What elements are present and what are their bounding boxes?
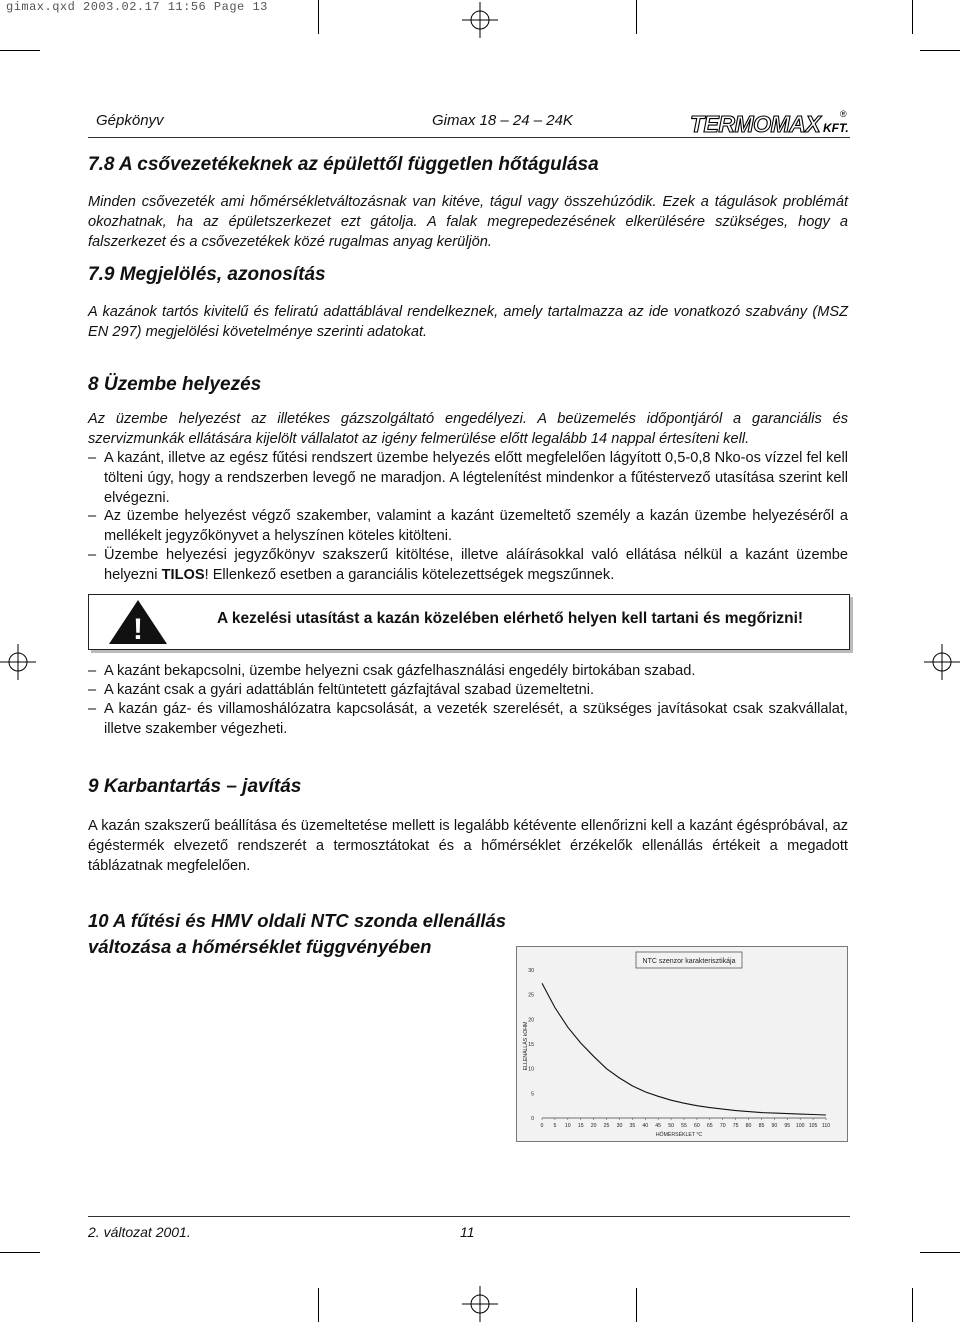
tilos-emphasis: TILOS bbox=[161, 566, 205, 583]
footer-version: 2. változat 2001. bbox=[88, 1224, 191, 1240]
chart-y-tick-label: 15 bbox=[528, 1042, 534, 1048]
section-7-8-title: 7.8 A csővezetékeknek az épülettől független hőtágulása bbox=[88, 154, 599, 175]
crop-mark bbox=[636, 1288, 637, 1322]
list-item-text: A kazánt bekapcsolni, üzembe helyezni csak gázfelhasználási engedély birtokában szabad. bbox=[104, 663, 696, 679]
chart-x-tick-label: 105 bbox=[808, 1123, 818, 1129]
chart-x-tick-label: 70 bbox=[719, 1123, 726, 1129]
chart-x-tick-label: 110 bbox=[821, 1123, 831, 1129]
list-item-text: A kazán gáz- és villamoshálózatra kapcsolását, a vezeték szerelését, a szükséges javításokat csak szakvállalat, illetve szakember végezheti. bbox=[104, 701, 848, 737]
list-item-text: A kazánt, illetve az egész fűtési rendszert üzembe helyezés előtt megfelelően lágyított 0,5-0,8 Nko-os vízzel fel kell tölteni úgy, hogy a rendszerben levegő ne maradjon. A légtelenítést mindenkor a fűtéstervező utasítása szerint kell elvégezni. bbox=[104, 450, 848, 506]
ntc-chart bbox=[516, 946, 848, 1142]
list-item bbox=[88, 662, 848, 682]
list-item bbox=[88, 681, 848, 701]
list-item-text bbox=[104, 546, 848, 586]
chart-y-tick-label: 0 bbox=[531, 1116, 534, 1122]
ntc-chart-svg bbox=[516, 946, 848, 1142]
crop-mark bbox=[912, 0, 913, 34]
warning-box bbox=[88, 594, 850, 650]
chart-x-tick-label: 15 bbox=[577, 1123, 584, 1129]
chart-x-tick-label: 95 bbox=[784, 1123, 791, 1129]
header-rule bbox=[88, 137, 850, 138]
chart-x-tick-label: 35 bbox=[629, 1123, 636, 1129]
list-item-text-part: ! Ellenkező esetben a garanciális kötelezettségek megszűnnek. bbox=[204, 566, 615, 583]
chart-x-tick-label: 55 bbox=[681, 1123, 687, 1129]
section-7-9-title: 7.9 Megjelölés, azonosítás bbox=[88, 264, 326, 285]
section-8-title: 8 Üzembe helyezés bbox=[88, 374, 262, 395]
warning-symbol: ! bbox=[133, 613, 143, 646]
section-7-8-body: Minden csővezeték ami hőmérsékletváltozásnak van kitéve, tágul vagy összehúzódik. Ezek a tágulások problémát okozhatnak, ha az épületszerkezet ezt gátolja. A falak megrepedezésének elkerülésére szükséges, hogy a falszerkezet és a csővezetékek közé rugalmas anyag kerüljön. bbox=[88, 194, 848, 250]
crop-mark bbox=[0, 50, 40, 51]
chart-x-tick-label: 45 bbox=[655, 1123, 662, 1129]
crop-mark bbox=[920, 50, 960, 51]
chart-x-tick-label: 65 bbox=[706, 1123, 713, 1129]
chart-x-tick-label: 85 bbox=[758, 1123, 765, 1129]
list-dash: – bbox=[88, 450, 97, 466]
section-8-intro: Az üzembe helyezést az illetékes gázszolgáltató engedélyezi. A beüzemelés időpontjáról a garanciális és szervizmunkák ellátására kijelölt vállalatot az igény felmerülése előtt legalább 14 nappal értesíteni kell. bbox=[88, 411, 848, 447]
registration-mark-icon bbox=[462, 1286, 498, 1322]
crop-mark bbox=[912, 1288, 913, 1322]
print-slug: gimax.qxd 2003.02.17 11:56 Page 13 bbox=[6, 0, 268, 14]
chart-frame bbox=[517, 947, 848, 1142]
section-9-title: 9 Karbantartás – javítás bbox=[88, 776, 302, 797]
list-item-text: Az üzembe helyezést végző szakember, valamint a kazánt üzemeltető személy a kazán üzembe helyezéséről a mellékelt jegyzőkönyvet a helyszínen köteles kitölteni. bbox=[104, 508, 848, 544]
chart-x-tick-label: 90 bbox=[771, 1123, 778, 1129]
list-dash: – bbox=[88, 682, 97, 698]
chart-x-tick-label: 0 bbox=[540, 1123, 544, 1129]
chart-x-tick-label: 60 bbox=[694, 1123, 700, 1129]
section-9-body: A kazán szakszerű beállítása és üzemeltetése mellett is legalább kétévente ellenőrizni kell a kazánt égéspróbával, az égéstermék elvezető rendszerét a termosztátokat és a hőmérséklet érzékelők ellenállás értékeit a megadott táblázatnak megfelelően. bbox=[88, 818, 848, 874]
list-item-text: A kazánt csak a gyári adattáblán feltüntetett gázfajtával szabad üzemeltetni. bbox=[104, 682, 595, 698]
list-dash: – bbox=[88, 508, 97, 524]
chart-x-tick-label: 80 bbox=[745, 1123, 752, 1129]
chart-x-tick-label: 20 bbox=[590, 1123, 597, 1129]
header-model-label: Gimax 18 – 24 – 24K bbox=[432, 112, 573, 129]
chart-x-tick-label: 10 bbox=[564, 1123, 571, 1129]
chart-y-tick-label: 25 bbox=[528, 992, 534, 999]
registration-mark-icon bbox=[0, 644, 36, 680]
chart-title: NTC szenzor karakterisztikája bbox=[642, 958, 736, 965]
crop-mark bbox=[920, 1252, 960, 1253]
list-item bbox=[88, 449, 848, 508]
list-dash: – bbox=[88, 547, 97, 563]
list-item bbox=[88, 507, 848, 547]
page-header bbox=[88, 108, 850, 140]
list-dash: – bbox=[88, 701, 97, 717]
list-dash: – bbox=[88, 663, 97, 679]
chart-x-tick-label: 5 bbox=[553, 1123, 557, 1129]
chart-y-tick-label: 10 bbox=[528, 1066, 534, 1073]
section-7-9-body: A kazánok tartós kivitelű és feliratú adattáblával rendelkeznek, amely tartalmazza az ide vonatkozó szabvány (MSZ EN 297) megjelölési követelménye szerinti adatokat. bbox=[88, 304, 848, 340]
chart-x-tick-label: 40 bbox=[642, 1123, 649, 1129]
logo-suffix: KFT. bbox=[823, 121, 849, 135]
crop-mark bbox=[318, 1288, 319, 1322]
chart-x-tick-label: 30 bbox=[616, 1123, 623, 1129]
footer-rule bbox=[88, 1216, 850, 1217]
crop-mark bbox=[636, 0, 637, 34]
chart-y-axis-label: ELLENÁLLÁS kOHM bbox=[523, 1021, 529, 1071]
crop-mark bbox=[0, 1252, 40, 1253]
chart-x-axis-label: HŐMÉRSÉKLET °C bbox=[655, 1132, 703, 1138]
list-item bbox=[88, 700, 848, 740]
warning-triangle-icon bbox=[107, 598, 169, 646]
list-item-text-part: Üzembe helyezési jegyzőkönyv szakszerű kitöltése, illetve aláírásokkal való ellátása nélkül a kazánt üzembe helyezni bbox=[104, 547, 848, 583]
chart-y-tick-label: 5 bbox=[531, 1091, 534, 1098]
chart-x-tick-label: 25 bbox=[603, 1123, 610, 1129]
registration-mark-icon bbox=[924, 644, 960, 680]
warning-text: A kezelési utasítást a kazán közelében elérhető helyen kell tartani és megőrizni! bbox=[217, 610, 804, 627]
chart-x-tick-label: 75 bbox=[732, 1123, 739, 1129]
registration-mark-icon bbox=[462, 2, 498, 38]
crop-mark bbox=[318, 0, 319, 34]
registered-mark: ® bbox=[840, 109, 847, 119]
logo-text-termo: TERMOMAX bbox=[690, 111, 821, 137]
chart-x-tick-label: 50 bbox=[668, 1123, 674, 1129]
header-manual-label: Gépkönyv bbox=[96, 112, 164, 129]
list-item bbox=[88, 546, 848, 586]
chart-x-tick-label: 100 bbox=[795, 1123, 805, 1129]
page-number: 11 bbox=[460, 1224, 475, 1240]
chart-y-tick-label: 30 bbox=[528, 968, 534, 974]
termomax-logo bbox=[690, 108, 850, 138]
section-10-title: 10 A fűtési és HMV oldali NTC szonda ellenállás változása a hőmérséklet függvényében bbox=[88, 910, 507, 957]
chart-y-tick-label: 20 bbox=[528, 1017, 534, 1024]
